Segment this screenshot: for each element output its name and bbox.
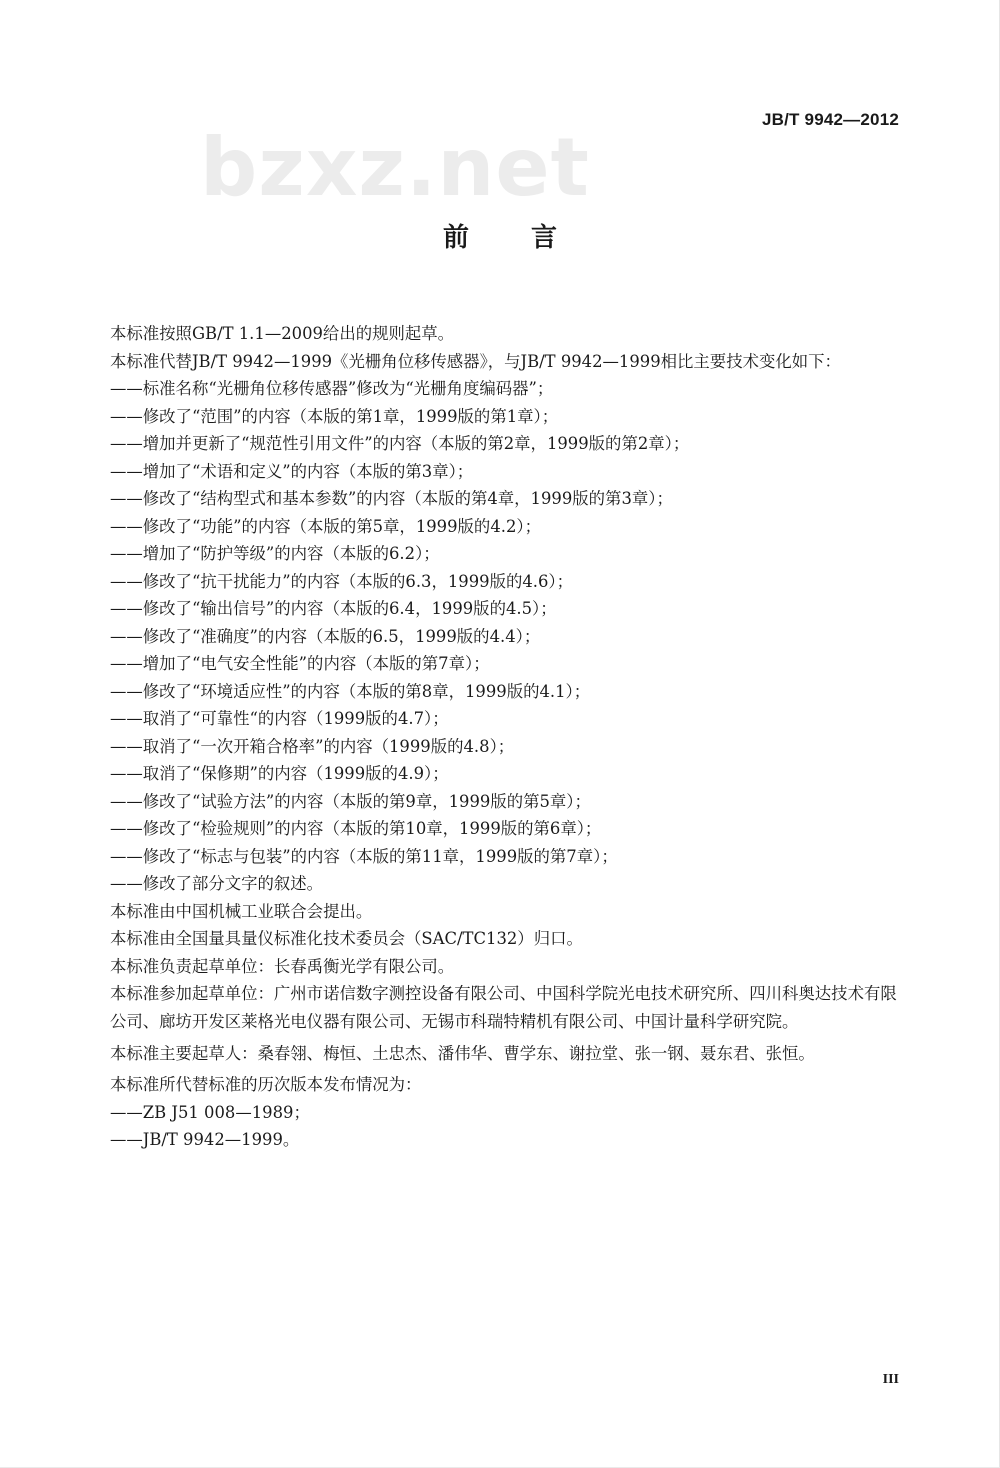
paragraph: 本标准由中国机械工业联合会提出。 [110, 901, 373, 921]
page-number: III [882, 1372, 899, 1387]
list-item: ——修改了“准确度”的内容（本版的6.5，1999版的4.4）； [110, 626, 541, 646]
list-item: ——修改了“标志与包装”的内容（本版的第11章，1999版的第7章）； [110, 846, 618, 866]
page-title: 前言 [442, 223, 619, 253]
list-item: ——修改了“功能”的内容（本版的第5章，1999版的4.2）； [110, 516, 541, 536]
list-item: ——ZB J51 008—1989； [110, 1102, 310, 1122]
paragraph: 本标准所代替标准的历次版本发布情况为： [110, 1075, 422, 1094]
paragraph: 本标准负责起草单位：长春禹衡光学有限公司。 [110, 956, 455, 976]
list-item: ——增加了“术语和定义”的内容（本版的第3章）； [110, 461, 474, 481]
list-item: ——取消了“可靠性“的内容（1999版的4.7）； [110, 709, 449, 728]
list-item: ——增加了“防护等级”的内容（本版的6.2）； [110, 544, 440, 563]
document-code: JB/T 9942—2012 [762, 110, 899, 129]
list-item: ——修改了“检验规则”的内容（本版的第10章，1999版的第6章）； [110, 819, 602, 838]
paragraph: 本标准由全国量具量仪标准化技术委员会（SAC/TC132）归口。 [110, 929, 583, 948]
list-item: ——修改了“抗干扰能力”的内容（本版的6.3，1999版的4.6）； [110, 571, 573, 591]
list-item: ——修改了“试验方法”的内容（本版的第9章，1999版的第5章）； [110, 791, 591, 811]
paragraph: 本标准参加起草单位：广州市诺信数字测控设备有限公司、中国科学院光电技术研究所、四川科奥达技术有限公司、廊坊开发区莱格光电仪器有限公司、无锡市科瑞特精机有限公司、中国计量科学研究院。 [110, 984, 897, 1031]
list-item: ——增加并更新了“规范性引用文件”的内容（本版的第2章，1999版的第2章）； [110, 434, 690, 453]
list-item: ——修改了“环境适应性”的内容（本版的第8章，1999版的4.1）； [110, 681, 591, 701]
list-item: ——增加了“电气安全性能”的内容（本版的第7章）； [110, 654, 490, 673]
list-item: ——修改了“范围”的内容（本版的第1章，1999版的第1章）； [110, 406, 559, 426]
list-item: ——修改了“输出信号”的内容（本版的6.4，1999版的4.5）； [110, 599, 557, 618]
list-item: ——取消了“保修期”的内容（1999版的4.9）； [110, 764, 449, 783]
list-item: ——标准名称“光栅角位移传感器”修改为“光栅角度编码器”； [110, 379, 554, 398]
list-item: ——JB/T 9942—1999。 [110, 1130, 300, 1149]
watermark: bzxz.net [200, 121, 590, 214]
paragraph: 本标准代替JB/T 9942—1999《光栅角位移传感器》，与JB/T 9942—1999相比主要技术变化如下： [110, 351, 841, 371]
list-item: ——取消了“一次开箱合格率”的内容（1999版的4.8）； [110, 736, 515, 756]
paragraph: 本标准主要起草人：桑春翎、梅恒、土忠杰、潘伟华、曹学东、谢拉堂、张一钢、聂东君、张恒。 [110, 1044, 815, 1063]
list-item: ——修改了“结构型式和基本参数”的内容（本版的第4章，1999版的第3章）； [110, 489, 673, 508]
list-item: ——修改了部分文字的叙述。 [110, 874, 324, 893]
body-text [110, 320, 906, 1154]
paragraph: 本标准按照GB/T 1.1—2009给出的规则起草。 [110, 324, 455, 343]
